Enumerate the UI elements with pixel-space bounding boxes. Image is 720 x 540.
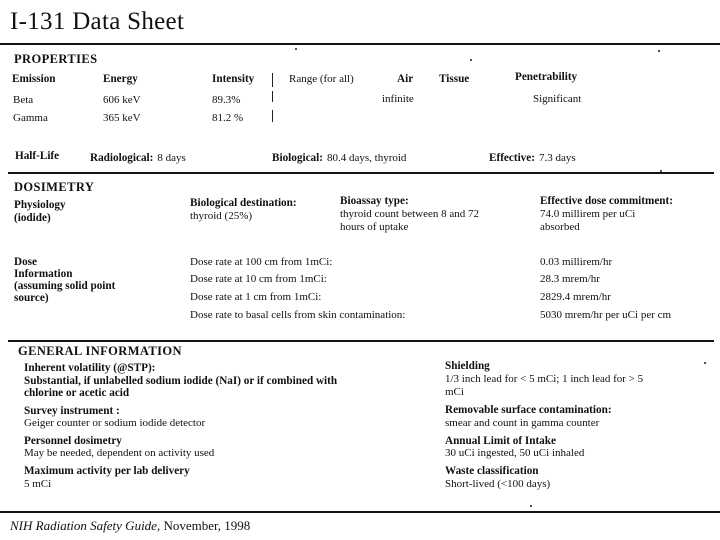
dose-rate-value: 0.03 millirem/hr [540, 256, 613, 268]
effective-dose-value-2: absorbed [540, 221, 580, 233]
scan-speck [530, 505, 532, 507]
footer-citation [10, 518, 250, 534]
col-emission: Emission [12, 73, 56, 85]
dose-info-label-4: source) [14, 292, 49, 304]
properties-heading: PROPERTIES [14, 52, 98, 66]
col-air: Air [397, 73, 414, 85]
general-heading: GENERAL INFORMATION [18, 344, 182, 358]
scan-speck [295, 48, 297, 50]
col-penetrability: Penetrability [515, 71, 578, 83]
biological-destination-value: thyroid (25%) [190, 210, 253, 222]
row-gamma-intensity: 81.2 % [212, 112, 244, 124]
personnel-value: May be needed, dependent on activity used [24, 447, 215, 459]
biological-label: Biological: [272, 152, 323, 164]
radiological-label: Radiological: [90, 152, 154, 164]
title-rule [0, 43, 720, 45]
personnel-label: Personnel dosimetry [24, 435, 122, 447]
col-energy: Energy [103, 73, 138, 85]
survey-value: Geiger counter or sodium iodide detector [24, 417, 206, 429]
dose-rate-value: 5030 mrem/hr per uCi per cm [540, 309, 672, 321]
dose-rate-label: Dose rate at 10 cm from 1mCi: [190, 273, 327, 285]
row-beta-emission: Beta [13, 94, 34, 106]
effective-dose-label: Effective dose commitment: [540, 195, 673, 207]
removable-label: Removable surface contamination: [445, 404, 612, 416]
bioassay-value-1: thyroid count between 8 and 72 [340, 208, 479, 220]
scan-speck [660, 170, 662, 172]
section-rule [8, 172, 714, 174]
scan-speck [704, 362, 706, 364]
column-separator [272, 73, 273, 87]
page-title: I-131 Data Sheet [10, 8, 185, 35]
dose-rate-value: 28.3 mrem/hr [540, 273, 600, 285]
biological-value: 80.4 days, thyroid [326, 152, 407, 164]
footer-date: , November, 1998 [156, 518, 251, 533]
survey-label: Survey instrument : [24, 405, 120, 417]
row-beta-air: infinite [382, 93, 414, 105]
row-beta-intensity: 89.3% [212, 94, 241, 106]
column-separator [272, 91, 273, 102]
dose-info-label-3: (assuming solid point [14, 280, 116, 292]
volatility-value-1: Substantial, if unlabelled sodium iodide (NaI) or if combined with [24, 375, 338, 387]
volatility-value-2: chlorine or acetic acid [24, 387, 130, 399]
dose-rate-label: Dose rate at 100 cm from 1mCi: [190, 256, 333, 268]
biological-destination-label: Biological destination: [190, 197, 297, 209]
scan-speck [470, 59, 472, 61]
dose-info-label-1: Dose [14, 256, 37, 268]
dose-rate-value: 2829.4 mrem/hr [540, 291, 611, 303]
physiology-label-2: (iodide) [14, 212, 51, 224]
scan-speck [658, 50, 660, 52]
col-tissue: Tissue [439, 73, 470, 85]
radiological-half-life [90, 148, 186, 166]
bioassay-label: Bioassay type: [340, 195, 409, 207]
effective-half-life [489, 148, 576, 166]
annual-value: 30 uCi ingested, 50 uCi inhaled [445, 447, 585, 459]
effective-label: Effective: [489, 152, 535, 164]
dose-rate-label: Dose rate at 1 cm from 1mCi: [190, 291, 322, 303]
biological-half-life [272, 148, 406, 166]
effective-value: 7.3 days [538, 152, 576, 164]
shielding-label: Shielding [445, 360, 490, 372]
row-gamma-emission: Gamma [13, 112, 48, 124]
dose-info-label-2: Information [14, 268, 73, 280]
radiological-value: 8 days [157, 152, 186, 164]
volatility-label: Inherent volatility (@STP): [24, 362, 156, 374]
shielding-value-1: 1/3 inch lead for < 5 mCi; 1 inch lead for > 5 [445, 373, 644, 385]
shielding-value-2: mCi [445, 386, 464, 398]
effective-dose-value-1: 74.0 millirem per uCi [540, 208, 636, 220]
column-separator [272, 110, 273, 122]
removable-value: smear and count in gamma counter [445, 417, 600, 429]
annual-label: Annual Limit of Intake [445, 435, 556, 447]
col-range: Range (for all) [289, 73, 354, 85]
dose-rate-label: Dose rate to basal cells from skin contamination: [190, 309, 406, 321]
half-life-label: Half-Life [15, 150, 60, 162]
bioassay-value-2: hours of uptake [340, 221, 409, 233]
waste-label: Waste classification [445, 465, 539, 477]
col-intensity: Intensity [212, 73, 255, 85]
footer-rule [0, 511, 720, 513]
footer-source: NIH Radiation Safety Guide [10, 518, 157, 533]
row-gamma-energy: 365 keV [103, 112, 141, 124]
physiology-label-1: Physiology [14, 199, 66, 211]
row-beta-penetrability: Significant [533, 93, 582, 105]
max-activity-value: 5 mCi [24, 478, 52, 490]
section-rule [8, 340, 714, 342]
row-beta-energy: 606 keV [103, 94, 141, 106]
waste-value: Short-lived (<100 days) [445, 478, 551, 490]
dosimetry-heading: DOSIMETRY [14, 180, 95, 194]
max-activity-label: Maximum activity per lab delivery [24, 465, 190, 477]
